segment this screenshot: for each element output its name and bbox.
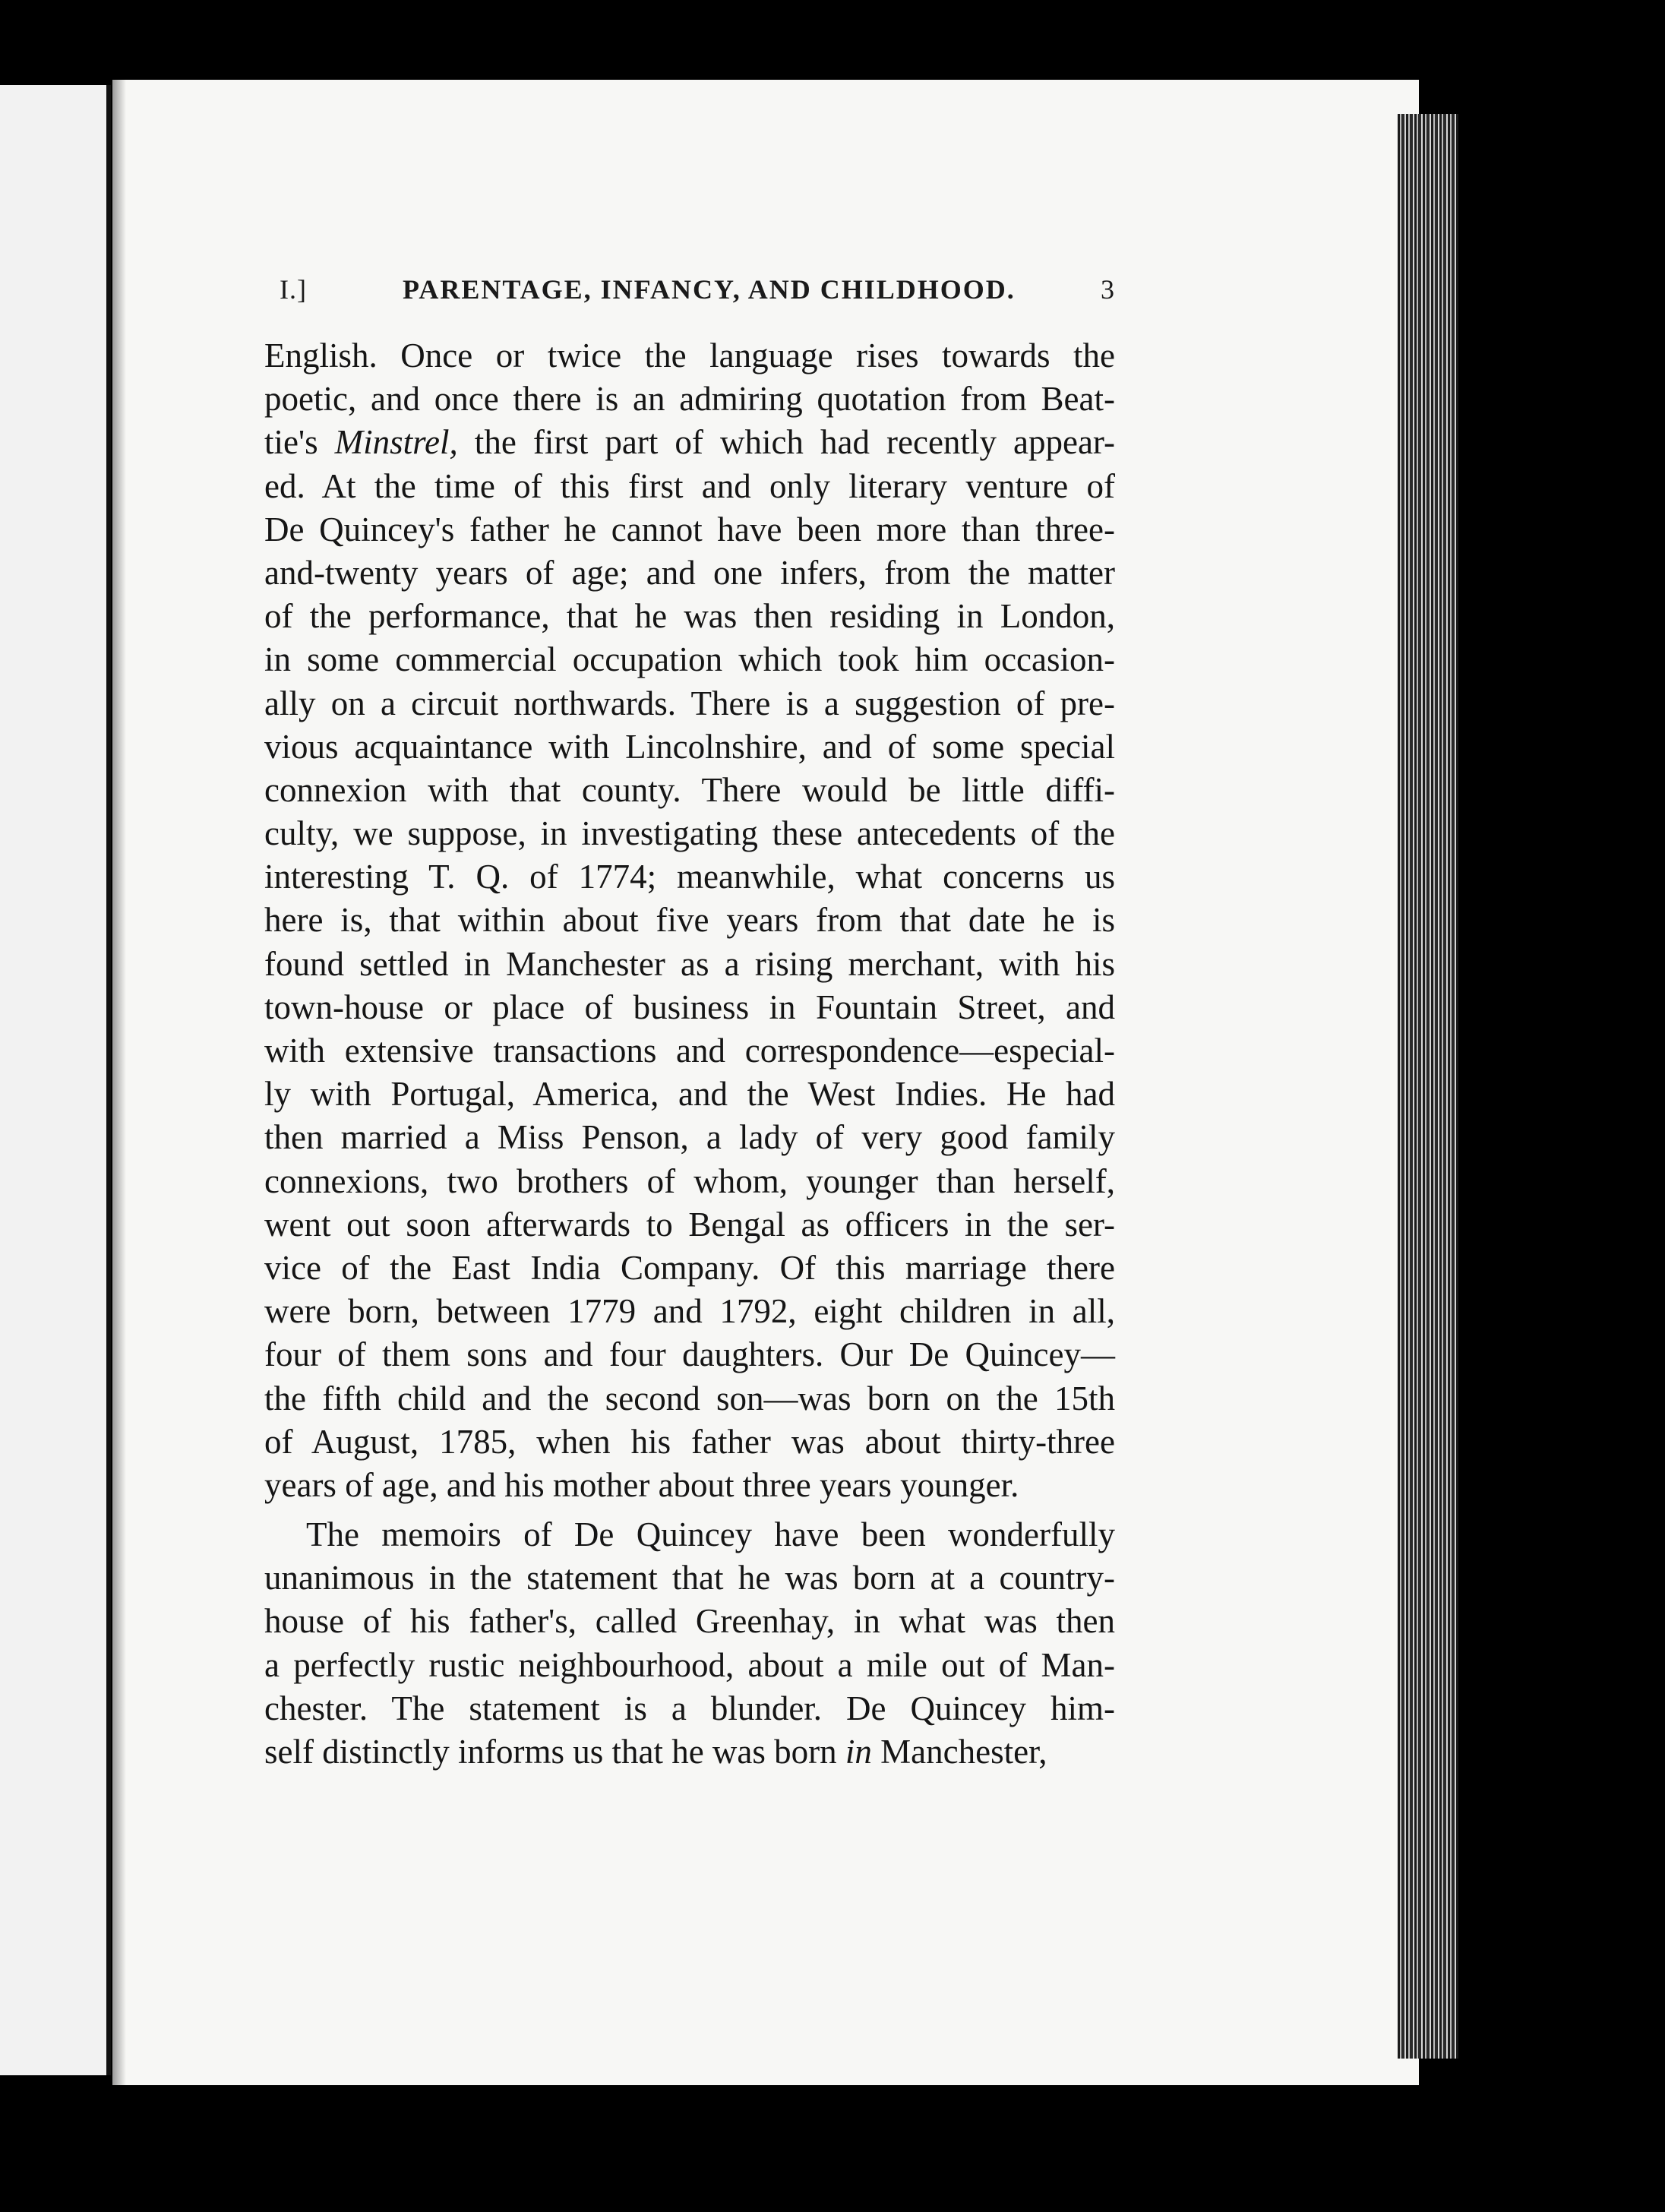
text-run: found settled in Manchester as a rising merchant, with his <box>264 944 1115 983</box>
body-text <box>264 334 1115 1774</box>
text-run: ally on a circuit northwards. There is a suggestion of pre- <box>264 684 1115 722</box>
text-line <box>264 1644 1115 1687</box>
paragraph-2 <box>264 1513 1115 1774</box>
text-line <box>264 812 1115 855</box>
text-line <box>264 1333 1115 1376</box>
text-run: a perfectly rustic neighbourhood, about a mile out of Man- <box>264 1645 1115 1684</box>
text-line <box>264 1029 1115 1073</box>
text-run: Manchester, <box>871 1733 1047 1771</box>
paragraph-gap <box>264 1507 1115 1513</box>
text-run: poetic, and once there is an admiring quotation from Beat- <box>264 380 1115 419</box>
text-line <box>264 682 1115 725</box>
text-line <box>264 1203 1115 1247</box>
text-run: The memoirs of De Quincey have been wonderfully <box>306 1515 1115 1554</box>
text-line <box>264 1687 1115 1730</box>
text-line <box>264 551 1115 595</box>
text-run: went out soon afterwards to Bengal as officers in the ser- <box>264 1205 1115 1243</box>
text-run: tie's <box>264 423 335 462</box>
chapter-title: PARENTAGE, INFANCY, AND CHILDHOOD. <box>403 274 1016 305</box>
text-line <box>264 1247 1115 1290</box>
text-line <box>264 1377 1115 1420</box>
text-run: the first part of which had recently appear- <box>457 423 1115 462</box>
text-run: here is, that within about five years from that date he is <box>264 901 1115 940</box>
page-fore-edge <box>1398 114 1458 2059</box>
text-line <box>264 899 1115 942</box>
text-run: house of his father's, called Greenhay, in what was then <box>264 1602 1115 1641</box>
text-run: vice of the East India Company. Of this marriage there <box>264 1248 1115 1287</box>
text-run: vious acquaintance with Lincolnshire, and of some special <box>264 727 1115 766</box>
text-line <box>264 1420 1115 1464</box>
text-line <box>264 1730 1115 1774</box>
text-line <box>264 1464 1115 1507</box>
text-run: the fifth child and the second son—was born on the 15th <box>264 1379 1115 1417</box>
text-line <box>264 943 1115 986</box>
text-run: connexion with that county. There would be little diffi- <box>264 770 1115 809</box>
text-run: in some commercial occupation which took him occasion- <box>264 640 1115 679</box>
text-line <box>264 1556 1115 1600</box>
text-run: town-house or place of business in Fountain Street, and <box>264 988 1115 1026</box>
running-head <box>280 273 1115 319</box>
text-line <box>264 1116 1115 1159</box>
text-line <box>264 334 1115 378</box>
text-line <box>264 725 1115 769</box>
text-run: of the performance, that he was then residing in London, <box>264 597 1115 636</box>
facing-page-edge <box>0 85 111 2075</box>
text-line <box>264 421 1115 464</box>
text-line <box>264 1513 1115 1556</box>
text-run: years of age, and his mother about three years younger. <box>264 1465 1019 1504</box>
text-run: unanimous in the statement that he was born at a country- <box>264 1559 1115 1597</box>
text-run: culty, we suppose, in investigating these antecedents of the <box>264 814 1115 853</box>
text-run: ed. At the time of this first and only literary venture of <box>264 466 1115 505</box>
text-run: then married a Miss Penson, a lady of very good family <box>264 1118 1115 1157</box>
page-number: 3 <box>1101 274 1115 305</box>
paragraph-1 <box>264 334 1115 1507</box>
gutter-shadow <box>112 80 126 2085</box>
text-line <box>264 1600 1115 1643</box>
text-line <box>264 986 1115 1029</box>
text-run: interesting T. Q. of 1774; meanwhile, what concerns us <box>264 858 1115 896</box>
text-run: English. Once or twice the language rises towards the <box>264 337 1115 374</box>
text-run: De Quincey's father he cannot have been more than three- <box>264 510 1115 548</box>
text-line <box>264 769 1115 812</box>
text-line <box>264 638 1115 681</box>
text-line <box>264 1290 1115 1333</box>
text-run: self distinctly informs us that he was born <box>264 1733 845 1771</box>
text-run: chester. The statement is a blunder. De Quincey him- <box>264 1689 1115 1727</box>
text-run: connexions, two brothers of whom, younger than herself, <box>264 1161 1115 1200</box>
italic-text-run: Minstrel, <box>334 423 458 462</box>
text-run: and-twenty years of age; and one infers, from the matter <box>264 553 1115 592</box>
text-line <box>264 378 1115 421</box>
text-line <box>264 1160 1115 1203</box>
text-run: were born, between 1779 and 1792, eight children in all, <box>264 1292 1115 1331</box>
text-line <box>264 465 1115 508</box>
text-run: with extensive transactions and correspondence—especial- <box>264 1032 1115 1070</box>
text-line <box>264 595 1115 638</box>
text-run: of August, 1785, when his father was about thirty-three <box>264 1422 1115 1461</box>
text-run: ly with Portugal, America, and the West Indies. He had <box>264 1075 1115 1114</box>
text-line <box>264 1073 1115 1116</box>
italic-text-run: in <box>845 1733 872 1771</box>
text-line <box>264 508 1115 551</box>
text-line <box>264 855 1115 899</box>
text-run: four of them sons and four daughters. Our De Quincey— <box>264 1335 1115 1374</box>
chapter-number: I.] <box>280 274 307 305</box>
